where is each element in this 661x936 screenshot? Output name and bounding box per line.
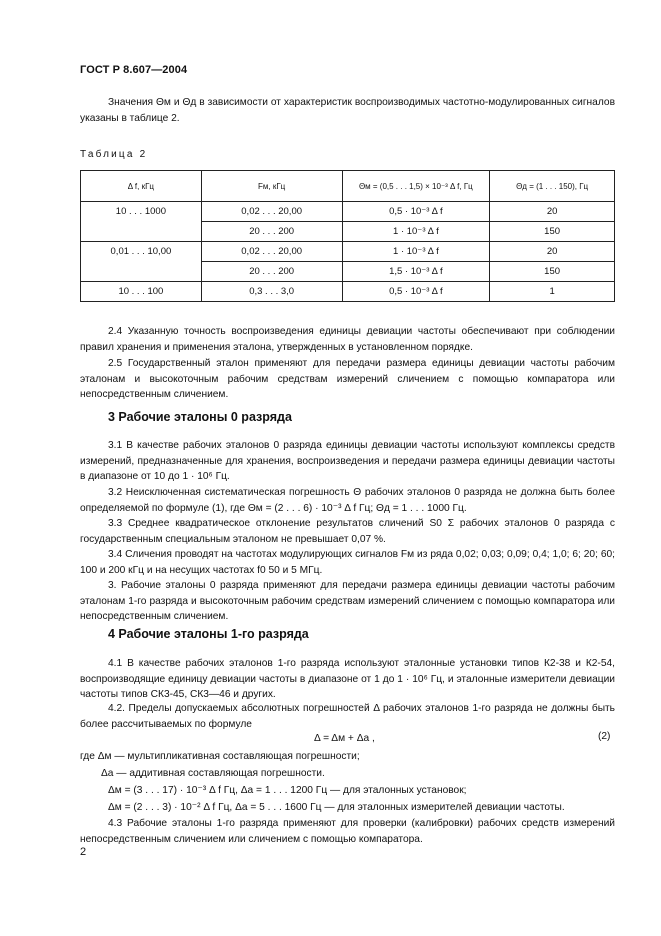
paragraph-3-4: 3.4 Сличения проводят на частотах модулирующих сигналов Fм из ряда 0,02; 0,03; 0,09; 0,4; 1,0; 6; 20; 60; 100 и 200 кГц и на несущих частотах f0 50 и 5 МГц. xyxy=(80,549,615,576)
error-line-2: Δм = (2 . . . 3) · 10⁻² Δ f Гц, Δа = 5 . . . 1600 Гц — для эталонных измерителей девиации частоты. xyxy=(108,802,565,813)
paragraph-4-1: 4.1 В качестве рабочих эталонов 1-го разряда используют эталонные установки типов К2-38 и К2-54, воспроизводящие единицу девиации частоты в диапазоне от 1 до 1 · 10⁶ Гц, и эталонные измерители девиации частоты типов СК3-45, СК3—46 и других. xyxy=(80,658,615,700)
table-row xyxy=(81,202,615,222)
table-row xyxy=(81,222,615,242)
table-cell: 1,5 · 10⁻³ Δ f xyxy=(342,262,490,282)
formula-2: Δ = Δм + Δа , xyxy=(314,733,375,744)
section-4-title: 4 Рабочие эталоны 1-го разряда xyxy=(108,627,309,641)
formula-number: (2) xyxy=(598,731,611,742)
header-theta-m: Θм = (0,5 . . . 1,5) × 10⁻³ Δ f, Гц xyxy=(342,171,490,202)
paragraph-3-3: 3.3 Среднее квадратическое отклонение результатов сличений S0 Σ рабочих эталонов 0 разряда с государственным специальным эталоном не превышает 0,07 %. xyxy=(80,518,615,545)
document-header: ГОСТ Р 8.607—2004 xyxy=(80,64,188,76)
table-cell: 0,01 . . . 10,00 xyxy=(81,242,202,262)
table-row xyxy=(81,242,615,262)
table-cell: 0,3 . . . 3,0 xyxy=(201,282,342,302)
where-line-2: Δа — аддитивная составляющая погрешности. xyxy=(101,768,325,779)
table-cell: 1 · 10⁻³ Δ f xyxy=(342,222,490,242)
table-cell: 1 xyxy=(490,282,615,302)
table-caption: Таблица 2 xyxy=(80,149,148,160)
table-cell: 0,02 . . . 20,00 xyxy=(201,202,342,222)
table-cell: 150 xyxy=(490,262,615,282)
table-cell: 0,02 . . . 20,00 xyxy=(201,242,342,262)
table-cell: 10 . . . 1000 xyxy=(81,202,202,222)
intro-paragraph: Значения Θм и Θд в зависимости от характеристик воспроизводимых частотно-модулированных сигналов указаны в таблице 2. xyxy=(80,97,615,124)
table-cell: 20 . . . 200 xyxy=(201,222,342,242)
table-cell: 0,5 · 10⁻³ Δ f xyxy=(342,282,490,302)
table-header-row xyxy=(81,171,615,202)
section-3-title: 3 Рабочие эталоны 0 разряда xyxy=(108,410,292,424)
table-cell: 20 . . . 200 xyxy=(201,262,342,282)
header-modulation-freq: Fм, кГц xyxy=(201,171,342,202)
table-cell xyxy=(81,222,202,242)
table-cell: 0,5 · 10⁻³ Δ f xyxy=(342,202,490,222)
paragraph-2-4: 2.4 Указанную точность воспроизведения единицы девиации частоты обеспечивают при соблюдении правил хранения и применения эталона, утвержденных в установленном порядке. xyxy=(80,326,615,353)
table-cell: 1 · 10⁻³ Δ f xyxy=(342,242,490,262)
table-cell: 10 . . . 100 xyxy=(81,282,202,302)
table-cell xyxy=(81,262,202,282)
paragraph-3-2: 3.2 Неисключенная систематическая погрешность Θ рабочих эталонов 0 разряда не должна быть более определяемой по формуле (1), где Θм = (2 . . . 6) · 10⁻³ Δ f Гц; Θд = 1 . . . 1000 Гц. xyxy=(80,487,615,514)
paragraph-3-5: 3. Рабочие эталоны 0 разряда применяют для передачи размера единицы девиации частоты рабочим эталонам 1-го разряда и высокоточным рабочим средствам измерений сличением с помощью компаратора или непосредственным сличением. xyxy=(80,580,615,622)
header-deviation: Δ f, кГц xyxy=(81,171,202,202)
table-cell: 20 xyxy=(490,242,615,262)
table-cell: 150 xyxy=(490,222,615,242)
table-row xyxy=(81,262,615,282)
paragraph-4-2: 4.2. Пределы допускаемых абсолютных погрешностей Δ рабочих эталонов 1-го разряда не должны быть более рассчитываемых по формуле xyxy=(80,703,615,730)
table-cell: 20 xyxy=(490,202,615,222)
table-row xyxy=(81,282,615,302)
paragraph-4-3: 4.3 Рабочие эталоны 1-го разряда применяют для проверки (калибровки) рабочих средств измерений непосредственным сличением или сличением с помощью компаратора. xyxy=(80,818,615,845)
where-line-1: где Δм — мультипликативная составляющая погрешности; xyxy=(80,751,360,762)
error-line-1: Δм = (3 . . . 17) · 10⁻³ Δ f Гц, Δа = 1 . . . 1200 Гц — для эталонных установок; xyxy=(108,785,467,796)
page-number: 2 xyxy=(80,846,87,858)
paragraph-3-1: 3.1 В качестве рабочих эталонов 0 разряда единицы девиации частоты используют комплексы средств измерений, предназначенные для хранения, воспроизведения и передачи размера единицы девиации частоты в диапазоне от 10 до 1 · 10⁶ Гц. xyxy=(80,440,615,482)
header-theta-d: Θд = (1 . . . 150), Гц xyxy=(490,171,615,202)
data-table xyxy=(80,170,615,302)
paragraph-2-5: 2.5 Государственный эталон применяют для передачи размера единицы девиации частоты рабочим эталонам и высокоточным рабочим средствам измерений сличением с помощью компаратора или непосредственным сличением. xyxy=(80,358,615,400)
